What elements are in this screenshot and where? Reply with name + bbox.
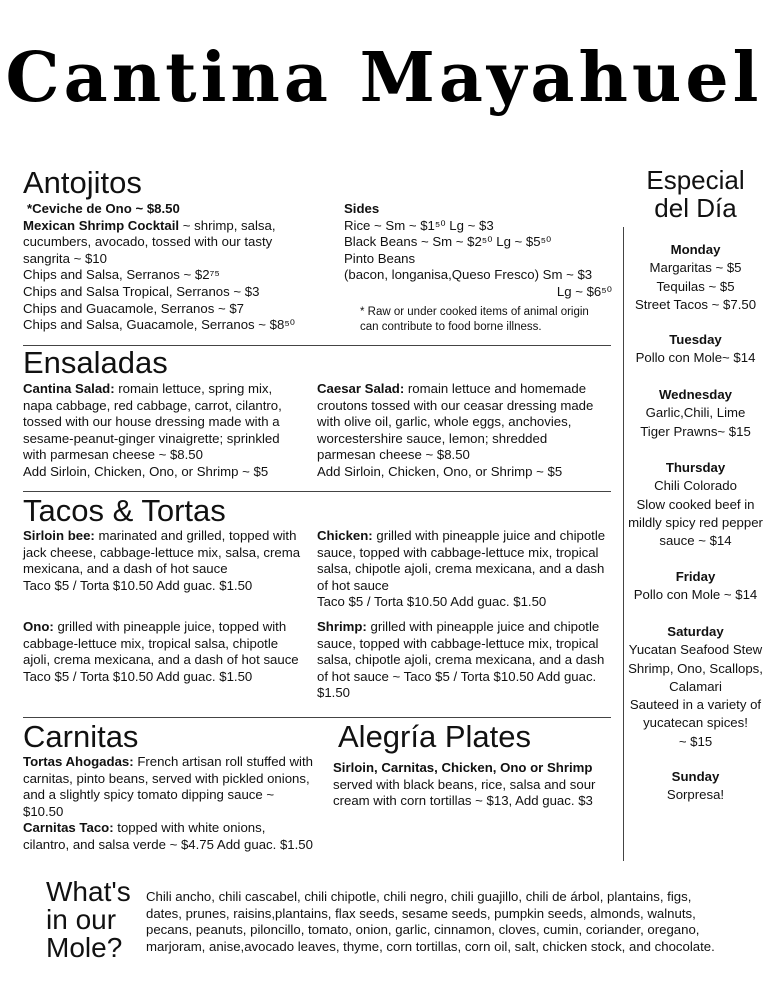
sides-item: Pinto Beans [344, 250, 416, 266]
shrimp-desc: grilled with pineapple juice and chipotle sauce, topped with cabbage-lettuce mix, tropical salsa, chipotle ajoli, crema mexicana, and a dash of hot sauce ~ Taco $5 / Torta $10.50 Add guac. $1.50 [317, 619, 605, 701]
special-monday: Monday Margaritas ~ $5 Tequilas ~ $5 Street Tacos ~ $7.50 [634, 242, 757, 312]
sides-item: Black Beans ~ Sm ~ $2⁵⁰ Lg ~ $5⁵⁰ [344, 234, 552, 250]
sirloin-taco [23, 528, 308, 594]
antojitos-item: Chips and Salsa, Guacamole, Serranos ~ $8⁵⁰ [23, 317, 296, 333]
food-safety-note: * Raw or under cooked items of animal origin can contribute to food borne illness. [360, 306, 589, 333]
ono-taco [23, 619, 308, 685]
tacos-heading: Tacos & Tortas [23, 493, 226, 528]
tortas-ahogadas-name: Tortas Ahogadas: [23, 754, 134, 769]
antojitos-item: Chips and Salsa, Serranos ~ $2⁷⁵ [23, 267, 220, 283]
carnitas-taco-name: Carnitas Taco: [23, 820, 114, 836]
ono-price: Taco $5 / Torta $10.50 Add guac. $1.50 [23, 668, 253, 684]
carnitas-taco-desc: topped with white onions, cilantro, and salsa verde ~ $4.75 Add guac. $1.50 [23, 820, 313, 852]
caesar-salad [317, 381, 609, 481]
caesar-salad-add: Add Sirloin, Chicken, Ono, or Shrimp ~ $5 [317, 463, 563, 479]
cantina-salad-desc: romain lettuce, spring mix, napa cabbage, red cabbage, carrot, cilantro, tossed with our house dressing made with a sesame-peanut-ginger vinaigrette; sprinkled with parmesan cheese ~ $8.50 [23, 381, 282, 463]
sirloin-name: Sirloin bee: [23, 528, 95, 543]
carnitas-heading: Carnitas [23, 719, 139, 754]
restaurant-title: Cantina Mayahuel [5, 38, 763, 118]
sides-heading: Sides [344, 201, 380, 216]
especial-heading: Especial del Día [646, 165, 745, 223]
chicken-taco [317, 528, 611, 611]
sirloin-price: Taco $5 / Torta $10.50 Add guac. $1.50 [23, 577, 253, 593]
carnitas-items [23, 754, 313, 854]
antojitos-item: sangrita ~ $10 [23, 250, 107, 266]
antojitos-heading: Antojitos [23, 165, 142, 200]
special-saturday: Saturday Yucatan Seafood Stew Shrimp, Ono, Scallops, Calamari Sauteed in a variety of yucatecan spices! ~ $15 [628, 624, 763, 749]
antojitos-item: *Ceviche de Ono ~ $8.50 [27, 201, 180, 216]
alegria-name: Sirloin, Carnitas, Chicken, Ono or Shrimp [333, 760, 593, 775]
special-thursday: Thursday Chili Colorado Slow cooked beef in mildly spicy red pepper sauce ~ $14 [628, 460, 763, 549]
antojitos-item: Chips and Salsa Tropical, Serranos ~ $3 [23, 283, 260, 299]
sides-item: Rice ~ Sm ~ $1⁵⁰ Lg ~ $3 [344, 217, 494, 233]
sides-item: Lg ~ $6⁵⁰ [556, 283, 612, 299]
cantina-salad-name: Cantina Salad: [23, 381, 115, 396]
antojitos-item: cucumbers, avocado, tossed with our tasty [23, 234, 273, 250]
alegria-heading: Alegría Plates [338, 719, 531, 754]
caesar-salad-desc: romain lettuce and homemade croutons tossed with our ceasar dressing made with olive oil, garlic, whole eggs, anchovies, worcestershire sauce, lemon; shredded parmesan cheese ~ $8.50 [317, 381, 594, 463]
sides-item: (bacon, longanisa,Queso Fresco) Sm ~ $3 [344, 267, 593, 283]
shrimp-taco [317, 619, 611, 702]
antojitos-list [23, 201, 333, 334]
mole-heading: What's in our Mole? [46, 876, 131, 963]
special-wednesday: Wednesday Garlic,Chili, Lime Tiger Prawns~ $15 [640, 387, 751, 439]
special-sunday: Sunday Sorpresa! [666, 769, 725, 803]
ono-name: Ono: [23, 619, 54, 634]
sirloin-desc: marinated and grilled, topped with jack cheese, cabbage-lettuce mix, salsa, crema mexicana, and a dash of hot sauce [23, 528, 301, 577]
cantina-salad [23, 381, 298, 481]
tortas-ahogadas-desc: French artisan roll stuffed with carnitas, pinto beans, served with pickled onions, and a slightly spicy tomato dipping sauce ~ $10.50 [23, 754, 313, 819]
cantina-salad-add: Add Sirloin, Chicken, Ono, or Shrimp ~ $5 [23, 463, 269, 479]
antojitos-item: Mexican Shrimp Cocktail ~ shrimp, salsa, [23, 217, 276, 233]
ensaladas-heading: Ensaladas [23, 345, 168, 380]
chicken-name: Chicken: [317, 528, 373, 543]
ono-desc: grilled with pineapple juice, topped with cabbage-lettuce mix, tropical salsa, chipotle ajoli, crema mexicana, and a dash of hot sauce [23, 619, 299, 668]
special-friday: Friday Pollo con Mole ~ $14 [633, 569, 758, 603]
section-divider [23, 491, 611, 492]
antojitos-item: Chips and Guacamole, Serranos ~ $7 [23, 300, 245, 316]
caesar-salad-name: Caesar Salad: [317, 381, 405, 396]
special-tuesday: Tuesday Pollo con Mole~ $14 [635, 332, 756, 366]
alegria-plates [333, 760, 608, 810]
chicken-desc: grilled with pineapple juice and chipotle sauce, topped with cabbage-lettuce mix, tropical salsa, chipotle ajoli, crema mexicana, and a dash of hot sauce [317, 528, 606, 593]
alegria-desc: served with black beans, rice, salsa and sour cream with corn tortillas ~ $13, Add guac. $3 [333, 776, 596, 809]
mole-ingredients: Chili ancho, chili cascabel, chili chipotle, chili negro, chili guajillo, chili de árbol, plantains, figs, dates, prunes, raisins,plantains, flax seeds, sesame seeds, pumpkin seeds, almonds, walnuts, pecans, peanuts, piloncillo, tomato, onion, garlic, cinnamon, cloves, cumin, coriander, oregano, marjoram, anise,avocado leaves, thyme, corn tortillas, corn oil, salt, chicken stock, and chocolate. [146, 889, 715, 954]
shrimp-name: Shrimp: [317, 619, 367, 634]
sides-section [344, 201, 614, 301]
chicken-price: Taco $5 / Torta $10.50 Add guac. $1.50 [317, 594, 547, 610]
section-divider [23, 717, 611, 718]
